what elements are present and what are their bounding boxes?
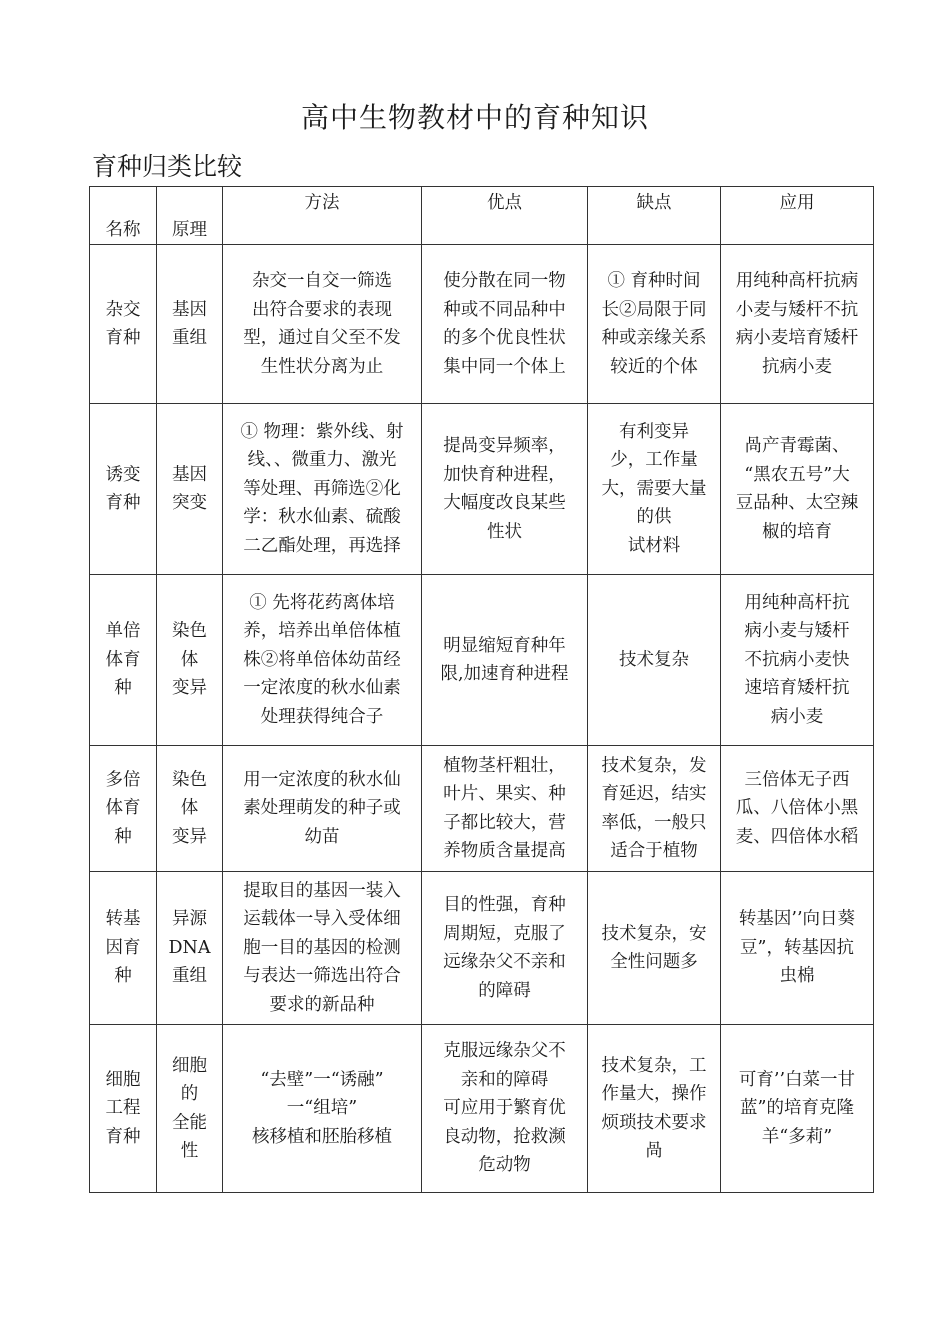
row-principle: 染色 体 变异 xyxy=(172,621,207,699)
row-application: 三倍体无子西 瓜、八倍体小黑 麦、四倍体水稻 xyxy=(735,769,859,847)
row-method: 提取目的基因一装入 运载体一导入受体细 胞一目的基因的检测 与表达一筛选出符合 要求的新品种 xyxy=(243,880,401,1015)
row-name: 细胞 工程 育种 xyxy=(105,1069,141,1147)
row-application: 可育’’白菜一甘 蓝”的培育克隆 羊“多莉” xyxy=(738,1069,856,1147)
row-method: 用一定浓度的秋水仙 素处理萌发的种子或 幼苗 xyxy=(243,769,401,847)
row-cons: 技术复杂，工 作量大，操作 烦琐技术要求 咼 xyxy=(601,1055,707,1161)
row-cons: 技术复杂，发 育延迟，结实 率低，一般只 适合于植物 xyxy=(601,755,707,861)
row-name: 单倍 体育 种 xyxy=(105,621,141,699)
table-header-row xyxy=(90,187,874,245)
header-principle: 原理 xyxy=(157,187,223,245)
row-application: 用纯种高杆抗病 小麦与矮杆不抗 病小麦培育矮杆 抗病小麦 xyxy=(735,271,859,377)
header-name: 名称 xyxy=(90,187,157,245)
breeding-comparison-table xyxy=(89,186,874,1193)
row-principle: 异源 DNA 重组 xyxy=(168,909,211,987)
header-cons: 缺点 xyxy=(588,187,721,245)
row-principle: 染色 体 变异 xyxy=(172,769,207,847)
header-method: 方法 xyxy=(223,187,422,245)
table-row xyxy=(90,575,874,746)
table-row xyxy=(90,245,874,404)
row-pros: 使分散在同一物 种或不同品种中 的多个优良性状 集中同一个体上 xyxy=(443,271,566,377)
page-title: 高中生物教材中的育种知识 xyxy=(300,101,649,134)
row-name: 杂交 育种 xyxy=(105,299,141,348)
row-pros: 提咼变异频率， 加快育种进程， 大幅度改良某些 性状 xyxy=(443,436,566,542)
row-method: ① 先将花药离体培 养，培养出单倍体植 株②将单倍体幼苗经 一定浓度的秋水仙素 处理获得纯合子 xyxy=(243,592,401,727)
row-principle: 基因 突变 xyxy=(172,464,207,513)
row-pros: 明显缩短育种年 限,加速育种进程 xyxy=(440,635,569,684)
row-cons: 技术复杂 xyxy=(619,649,689,670)
row-pros: 植物茎杆粗壮， 叶片、果实、种 子都比较大，营 养物质含量提高 xyxy=(443,755,566,861)
table-row xyxy=(90,404,874,575)
row-application: 咼产青霉菌、 “黑农五号”大 豆品种、太空辣 椒的培育 xyxy=(735,436,859,542)
row-method: 杂交一自交一筛选 出符合要求的表现 型，通过自父至不发 生性状分离为止 xyxy=(243,271,401,377)
row-application: 转基因’’向日葵 豆”，转基因抗 虫棉 xyxy=(738,909,856,987)
row-cons: 有利变异 少，工作量 大，需要大量 的供 试材料 xyxy=(601,421,707,556)
table-row xyxy=(90,1025,874,1193)
row-name: 转基 因育 种 xyxy=(105,909,141,987)
row-pros: 克服远缘杂父不 亲和的障碍 可应用于繁育优 良动物，抢救濒 危动物 xyxy=(443,1041,566,1176)
header-application: 应用 xyxy=(721,187,874,245)
row-cons: ① 育种时间 长②局限于同 种或亲缘关系 较近的个体 xyxy=(601,271,707,377)
row-principle: 细胞 的 全能 性 xyxy=(172,1055,207,1161)
table-row xyxy=(90,746,874,872)
row-pros: 目的性强，育种 周期短，克服了 远缘杂父不亲和 的障碍 xyxy=(443,895,566,1001)
table-row xyxy=(90,872,874,1025)
row-principle: 基因 重组 xyxy=(172,299,207,348)
row-method: ① 物理：紫外线、射 线、、微重力、激光 等处理、再筛选②化 学：秋水仙素、硫酸 二乙酯处理，再选择 xyxy=(240,421,404,556)
row-cons: 技术复杂，安 全性问题多 xyxy=(601,923,707,972)
row-name: 诱变 育种 xyxy=(105,464,141,513)
section-heading: 育种归类比较 xyxy=(92,152,243,181)
row-application: 用纯种高杆抗 病小麦与矮杆 不抗病小麦快 速培育矮杆抗 病小麦 xyxy=(744,592,850,727)
row-name: 多倍 体育 种 xyxy=(105,769,141,847)
row-method: “去壁”一“诱融” 一“组培” 核移植和胚胎移植 xyxy=(252,1069,392,1147)
header-pros: 优点 xyxy=(422,187,588,245)
